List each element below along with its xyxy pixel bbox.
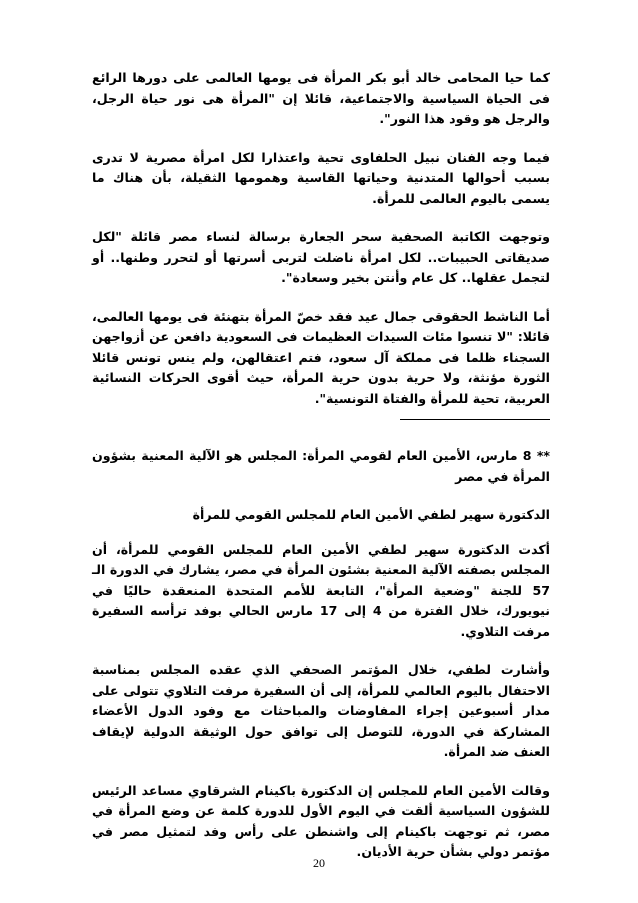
section-divider <box>400 419 550 420</box>
paragraph-pakinam-elsharkawy: وقالت الأمين العام للمجلس إن الدكتورة باكينام الشرقاوي مساعد الرئيس للشؤون السياسية ألقت في اليوم الأول للدورة كلمة عن وضع المرأة في مصر، ثم توجهت باكينام إلى واشنطن على رأس وفد لتمثيل مصر في مؤتمر دولي بشأن حرية الأديان. <box>92 782 550 859</box>
paragraph-khaled-abu-bakr: كما حيا المحامى خالد أبو بكر المرأة فى يومها العالمى على دورها الرائع فى الحياة السياسية والاجتماعية، قائلا إن "المرأة هى نور حياة الرجل، والرجل هو وقود هذا النور". <box>92 70 550 126</box>
page-number: 20 <box>313 856 325 870</box>
paragraph-sahar-elgaara: وتوجهت الكاتبة الصحفية سحر الجعارة برسالة لنساء مصر قائلة "لكل صديقاتى الحبيبات.. لكل امرأة ناضلت لتربى أسرتها أو لتحرر وطنها.. أو لتجمل عقلها.. كل عام وأنتن بخير وسعادة". <box>92 229 550 285</box>
section-subheading: الدكتورة سهير لطفي الأمين العام للمجلس القومي للمرأة <box>192 507 550 522</box>
paragraph-mervat-tallawy: وأشارت لطفي، خلال المؤتمر الصحفي الذي عقده المجلس بمناسبة الاحتفال باليوم العالمي للمرأة، إلى أن السفيرة مرفت التلاوي تتولى على مدار أسبوعين إجراء المفاوضات والمباحثات مع وفود الدول الأعضاء المشاركة في الدورة، للتوصل إلى توافق حول الوثيقة الدولية لإيقاف العنف ضد المرأة. <box>92 662 550 759</box>
document-body <box>92 68 550 881</box>
paragraph-soheir-lotfy: أكدت الدكتورة سهير لطفي الأمين العام للمجلس القومي للمرأة، أن المجلس بصفته الآلية المعنية بشئون المرأة في مصر، يشارك في الدورة الـ 57 للجنة "وضعية المرأة"، التابعة للأمم المتحدة المنعقدة حاليًا في نيويورك، خلال الفترة من 4 إلى 17 مارس الحالي بوفد ترأسه السفيرة مرفت التلاوي. <box>92 541 550 639</box>
section-heading: ** 8 مارس، الأمين العام لقومي المرأة: المجلس هو الآلية المعنية بشؤون المرأة في مصر <box>92 448 550 484</box>
paragraph-gamal-eid: أما الناشط الحقوقى جمال عيد فقد خصّ المرأة بتهنئة فى يومها العالمى، قائلا: "لا تنسوا مئات السيدات العظيمات فى السعودية دافعن عن أزواجهن السجناء ظلما فى مملكة آل سعود، فتم اعتقالهن، ولم ينس تونس قائلا الثورة مؤنثة، ولا حرية بدون حرية المرأة، حيث أقوى الحركات النسائية العربية، تحية للمرأة والفتاة التونسية". <box>92 308 550 406</box>
paragraph-nabil-elhalfawy: فيما وجه الفنان نبيل الحلفاوى تحية واعتذارا لكل امرأة مصرية لا تدرى بسبب أحوالها المتدنية وحياتها القاسية وهمومها الثقيلة، بأن هناك ما يسمى باليوم العالمى للمرأة. <box>92 149 550 206</box>
